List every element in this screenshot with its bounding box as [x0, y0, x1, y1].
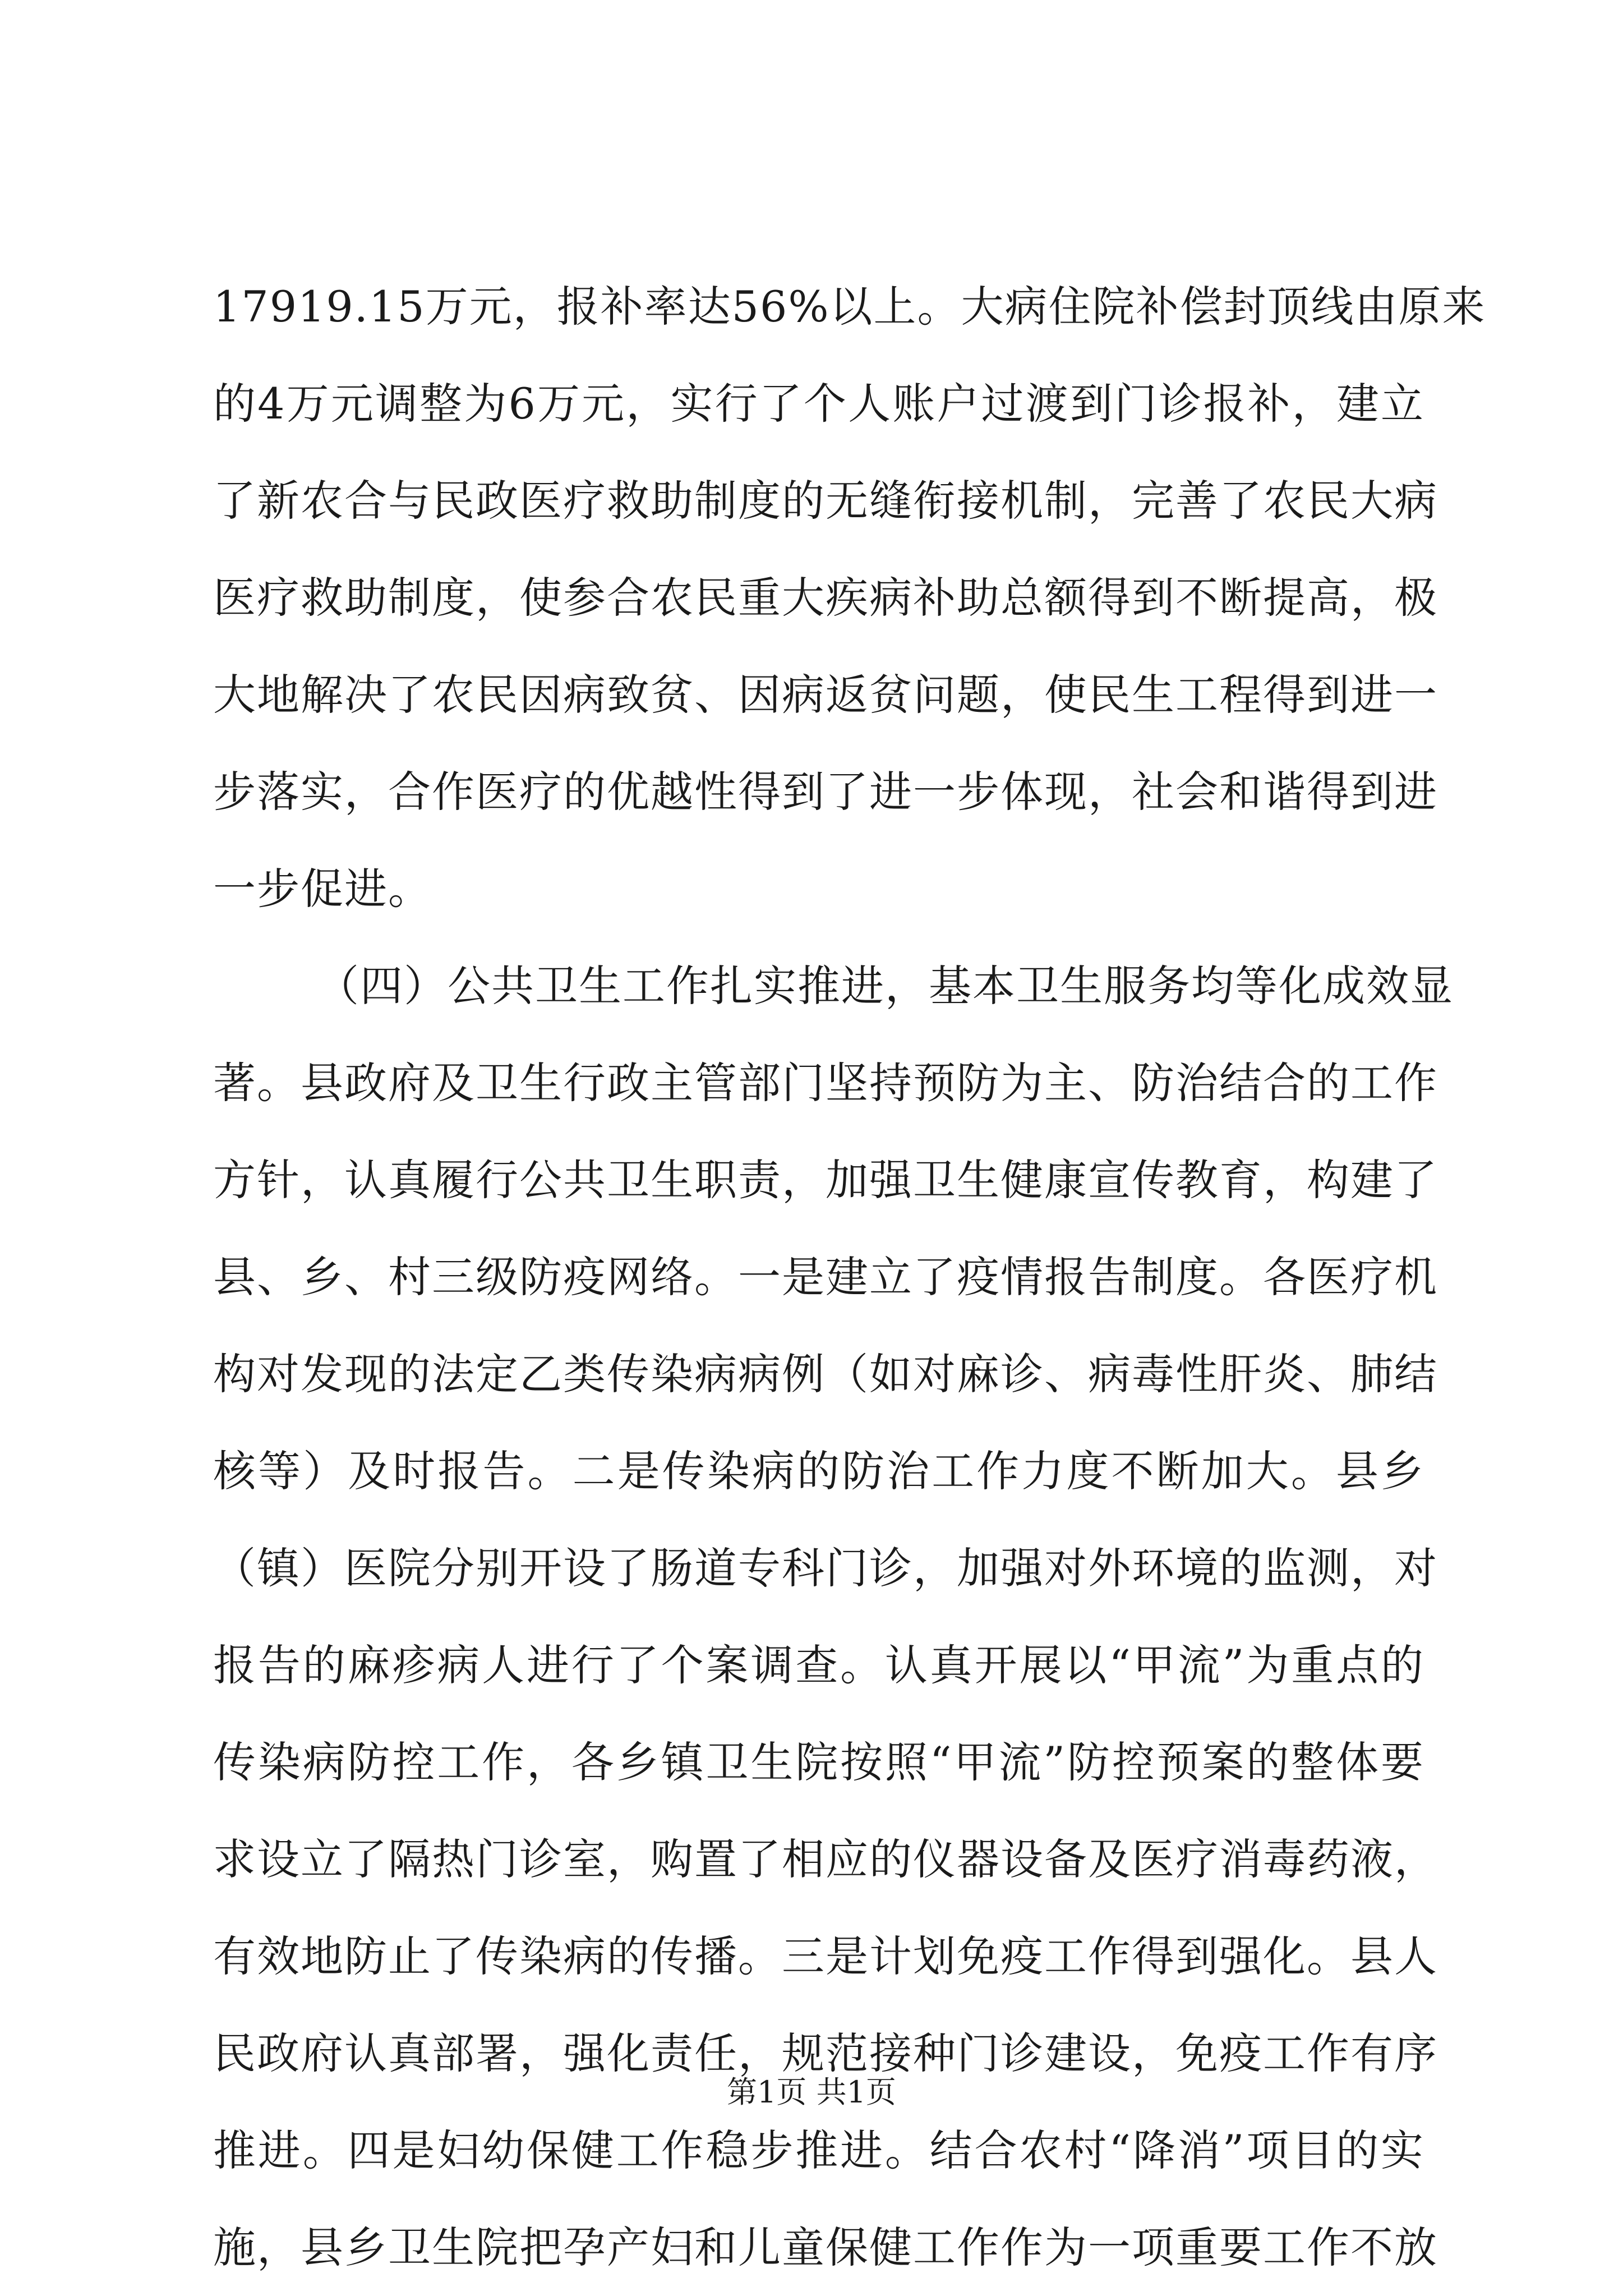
text-line: 的4万元调整为6万元，实行了个人账户过渡到门诊报补，建立 [213, 379, 1424, 429]
text-line: 求设立了隔热门诊室，购置了相应的仪器设备及医疗消毒药液， [213, 1834, 1438, 1884]
text-line: 了新农合与民政医疗救助制度的无缝衔接机制，完善了农民大病 [213, 476, 1438, 526]
text-line: （四）公共卫生工作扎实推进，基本卫生服务均等化成效显 [316, 961, 1454, 1011]
paragraph-1 [213, 258, 1486, 937]
page-footer: 第1页 共1页 [727, 2074, 896, 2110]
text-line: （镇）医院分别开设了肠道专科门诊，加强对外环境的监测，对 [213, 1543, 1438, 1593]
text-line: 17919.15万元，报补率达56%以上。大病住院补偿封顶线由原来 [213, 282, 1486, 332]
text-line: 报告的麻疹病人进行了个案调查。认真开展以“甲流”为重点的 [213, 1640, 1424, 1690]
text-line: 县、乡、村三级防疫网络。一是建立了疫情报告制度。各医疗机 [213, 1252, 1438, 1302]
text-line: 医疗救助制度，使参合农民重大疾病补助总额得到不断提高，极 [213, 573, 1438, 623]
text-line: 著。县政府及卫生行政主管部门坚持预防为主、防治结合的工作 [213, 1058, 1438, 1108]
text-line: 施，县乡卫生院把孕产妇和儿童保健工作作为一项重要工作不放 [213, 2223, 1438, 2272]
text-line: 有效地防止了传染病的传播。三是计划免疫工作得到强化。县人 [213, 1931, 1438, 1981]
text-line: 一步促进。 [213, 864, 432, 914]
document-body [213, 258, 1486, 2296]
text-line: 构对发现的法定乙类传染病病例（如对麻诊、病毒性肝炎、肺结 [213, 1349, 1438, 1399]
text-line: 传染病防控工作，各乡镇卫生院按照“甲流”防控预案的整体要 [213, 1737, 1424, 1787]
text-line: 推进。四是妇幼保健工作稳步推进。结合农村“降消”项目的实 [213, 2125, 1424, 2175]
text-line: 方针，认真履行公共卫生职责，加强卫生健康宣传教育，构建了 [213, 1155, 1438, 1205]
text-line: 大地解决了农民因病致贫、因病返贫问题，使民生工程得到进一 [213, 670, 1438, 720]
text-line: 步落实，合作医疗的优越性得到了进一步体现，社会和谐得到进 [213, 767, 1438, 817]
text-line: 核等）及时报告。二是传染病的防治工作力度不断加大。县乡 [213, 1446, 1424, 1496]
text-line: 民政府认真部署，强化责任，规范接种门诊建设，免疫工作有序 [213, 2028, 1438, 2078]
